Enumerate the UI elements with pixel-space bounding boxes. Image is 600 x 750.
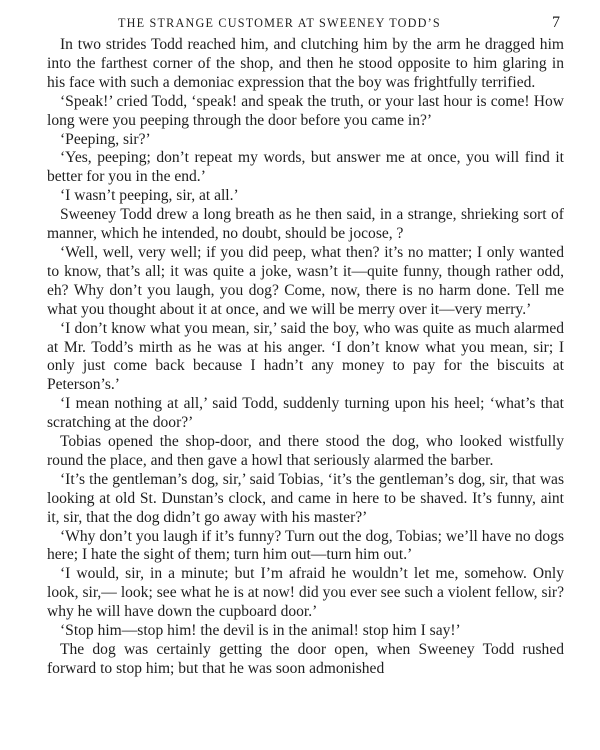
paragraph: The dog was certainly getting the door open, when Sweeney Todd rushed forward to stop him; but that he was soon admonished (47, 641, 564, 677)
paragraph: ‘I wasn’t peeping, sir, at all.’ (60, 187, 239, 205)
paragraph: ‘Why don’t you laugh if it’s funny? Turn out the dog, Tobias; we’ll have no dogs here; I hate the sight of them; turn him out—turn him out.’ (47, 527, 564, 564)
paragraph: ‘I mean nothing at all,’ said Todd, suddenly turning upon his heel; ‘what’s that scratching at the door?’ (47, 395, 564, 432)
paragraph: ‘Yes, peeping; don’t repeat my words, but answer me at once, you will find it better for you in the end.’ (47, 149, 564, 186)
body-text (47, 36, 564, 679)
paragraph: In two strides Todd reached him, and clutching him by the arm he dragged him into the farthest corner of the shop, and then he stood opposite to him glaring in his face with such a demoniac expression that the boy was frightfully terrified. (47, 36, 564, 91)
running-head (118, 10, 564, 36)
paragraph: ‘Well, well, very well; if you did peep, what then? it’s no matter; I only wanted to know, that’s all; it was quite a joke, wasn’t it—quite funny, though rather odd, eh? Why don’t you laugh, you dog? Come, now, there is no harm done. Tell me what you thought about it at once, and we will be merry over it—very merry.’ (47, 243, 564, 318)
paragraph: ‘Peeping, sir?’ (60, 130, 151, 148)
running-title: THE STRANGE CUSTOMER AT SWEENEY TODD’S (118, 16, 441, 30)
paragraph: ‘It’s the gentleman’s dog, sir,’ said Tobias, ‘it’s the gentleman’s dog, sir, that was looking at old St. Dunstan’s clock, and came in here to be shaved. It’s funny, aint it, sir, that the dog didn’t go away with his master?’ (47, 470, 564, 526)
paragraph: ‘I don’t know what you mean, sir,’ said the boy, who was quite as much alarmed at Mr. Todd’s mirth as he was at his anger. ‘I don’t know what you mean, sir; I only just come back because I hadn’t any money to pay for the biscuits at Peterson’s.’ (47, 319, 564, 394)
paragraph: ‘Speak!’ cried Todd, ‘speak! and speak the truth, or your last hour is come! How long were you peeping through the door before you came in?’ (47, 92, 564, 129)
paragraph: ‘I would, sir, in a minute; but I’m afraid he wouldn’t let me, somehow. Only look, sir,— look; see what he is at now! did you ever see such a violent fellow, sir? why he will have down the cupboard door.’ (47, 565, 564, 621)
paragraph: ‘Stop him—stop him! the devil is in the animal! stop him I say!’ (60, 622, 461, 640)
paragraph: Tobias opened the shop-door, and there stood the dog, who looked wistfully round the place, and then gave a howl that seriously alarmed the barber. (47, 433, 564, 469)
paragraph: Sweeney Todd drew a long breath as he then said, in a strange, shrieking sort of manner, which he intended, no doubt, should be jocose, ? (47, 206, 564, 243)
page-number: 7 (552, 14, 560, 31)
